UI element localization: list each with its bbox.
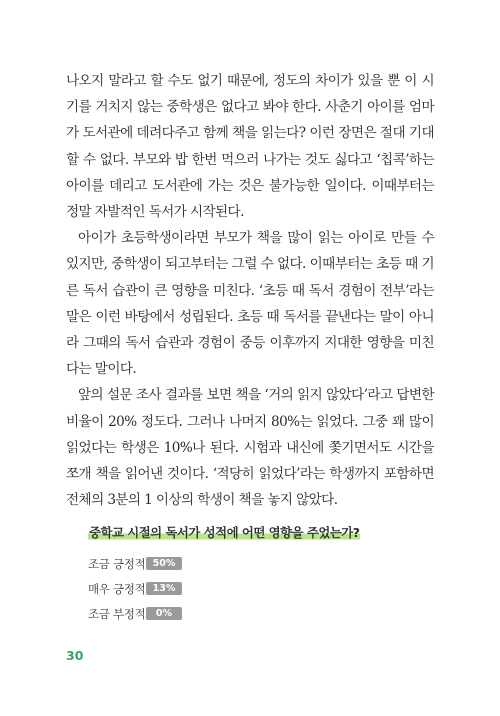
survey-result [88,522,418,630]
result-value-badge: 13% [146,582,182,595]
result-value-badge: 50% [146,557,182,570]
survey-result-row [88,605,418,622]
page-number: 30 [66,648,84,663]
paragraph: 아이가 초등학생이라면 부모가 책을 많이 읽는 아이로 만들 수 있지만, 중학생이 되고부터는 그럴 수 없다. 이때부터는 초등 때 기른 독서 습관이 큰 영향을 미친다. ‘초등 때 독서 경험이 전부’라는 말은 이런 바탕에서 성립된다. 초등 때 독서를 끝낸다는 말이 아니라 그때의 독서 습관과 경험이 중등 이후까지 지대한 영향을 미친다는 말이다. [66,230,434,378]
paragraph: 나오지 말라고 할 수도 없기 때문에, 정도의 차이가 있을 뿐 이 시기를 거치지 않는 중학생은 없다고 봐야 한다. 사춘기 아이를 엄마가 도서관에 데려다주고 함께 책을 읽는다? 이런 장면은 절대 기대할 수 없다. 부모와 밥 한번 먹으러 나가는 것도 싫다고 ‘칩콕’하는 아이를 데리고 도서관에 가는 것은 불가능한 일이다. 이때부터는 정말 자발적인 독서가 시작된다. [66,73,434,221]
result-label: 매우 긍정적 [88,581,146,596]
survey-title: 중학교 시절의 독서가 성적에 어떤 영향을 주었는가? [89,525,360,540]
survey-result-row [88,555,418,572]
result-label: 조금 긍정적 [88,556,146,571]
body-text [66,68,434,513]
result-value-badge: 0% [146,607,182,620]
survey-result-row [88,580,418,597]
paragraph: 앞의 설문 조사 결과를 보면 책을 ‘거의 읽지 않았다’라고 답변한 비율이 20% 정도다. 그러나 나머지 80%는 읽었다. 그중 꽤 많이 읽었다는 학생은 10%나 된다. 시험과 내신에 쫓기면서도 시간을 쪼개 책을 읽어낸 것이다. ‘적당히 읽었다’라는 학생까지 포함하면 전체의 3분의 1 이상의 학생이 책을 놓지 않았다. [66,387,434,509]
result-label: 조금 부정적 [88,606,146,621]
